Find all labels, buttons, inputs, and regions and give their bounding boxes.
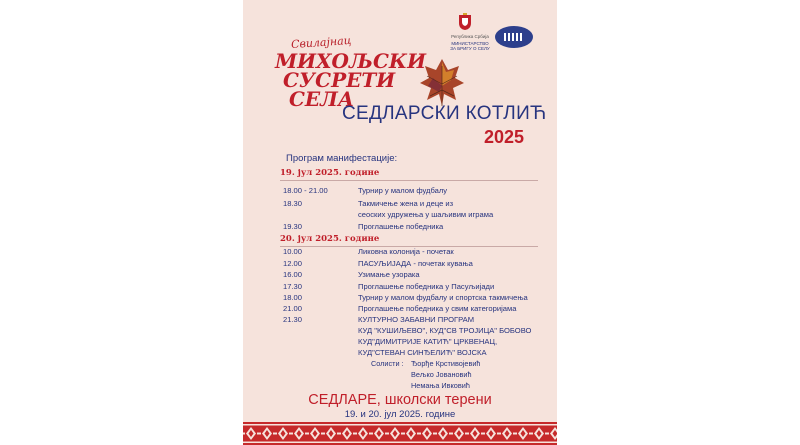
soloist-name: Вељко Јовановић [411, 370, 472, 379]
event-title-line-1: МИХОЉСКИ [275, 49, 427, 73]
soloist-name: Немања Ивковић [411, 381, 470, 390]
event-title-line-2: СУСРЕТИ [283, 68, 396, 92]
ministry-name-1: МИНИСТАРСТВО [451, 41, 489, 46]
event-title-line-3: СЕЛА [289, 87, 355, 111]
organization-logo-icon [495, 26, 533, 48]
event-title [275, 49, 427, 111]
day2-date: 20. јул 2025. године [280, 234, 380, 244]
soloist-name: Ђорђе Крстивојевић [411, 359, 481, 368]
coat-of-arms-icon [457, 13, 473, 31]
town-name: Свилајнац [290, 33, 352, 52]
event-year: 2025 [484, 127, 525, 147]
folk-ornament-border [243, 422, 557, 445]
day1-date: 19. јул 2025. године [280, 168, 380, 178]
subtitle: СЕДЛАРСКИ КОТЛИЋ [342, 103, 547, 124]
autumn-leaf-icon [419, 56, 465, 108]
venue: СЕДЛАРЕ, школски терени [308, 392, 492, 408]
soloists-label: Солисти : [371, 359, 404, 368]
ministry-country: Република Србија [451, 34, 489, 39]
divider [280, 180, 538, 181]
ministry-name-2: ЗА БРИГУ О СЕЛУ [450, 46, 490, 51]
event-poster: Свилајнац МИХОЉСКИ СУСРЕТИ СЕЛА СЕДЛАРСКИ КОТЛИЋ 2025 Република Србија МИНИСТАРСТВО ЗА БРИГУ О СЕЛУ Програм манифестације: 19. јул 2025. године 18.00 - 21.00 Турнир у малом фудбалу 18.30 Такмичење жена и деце из сеоских удружења у шаљивим играма 19.30 Проглашење победника 20. јул 2025. године 10.00 Ликовна колонија - почетак 12.00 ПАСУЉИЈАДА - почетак кувања 16.00 Узимање узорака 17.30 Проглашење победника у Пасуљијади 18.00 Турнир у малом фудбалу и спортска такмичења 21.00 Проглашење победника у свим категоријама 21.30 КУЛТУРНО ЗАБАВНИ ПРОГРАМ КУД "КУШИЉЕВО", КУД"СВ ТРОЈИЦА" БОБОВО КУД"ДИМИТРИЈЕ КАТИЋ" ЦРКВЕНАЦ, КУД"СТЕВАН СИНЂЕЛИЋ" ВОЈСКА Солисти : Ђорђе Крстивојевић Вељко Јовановић Немања Ивковић СЕДЛАРЕ, школски терени 19. и 20. јул 2025. године [243, 0, 557, 445]
ministry-logo-text [448, 34, 492, 51]
event-dates: 19. и 20. јул 2025. године [344, 409, 456, 420]
program-title: Програм манифестације: [286, 153, 398, 164]
